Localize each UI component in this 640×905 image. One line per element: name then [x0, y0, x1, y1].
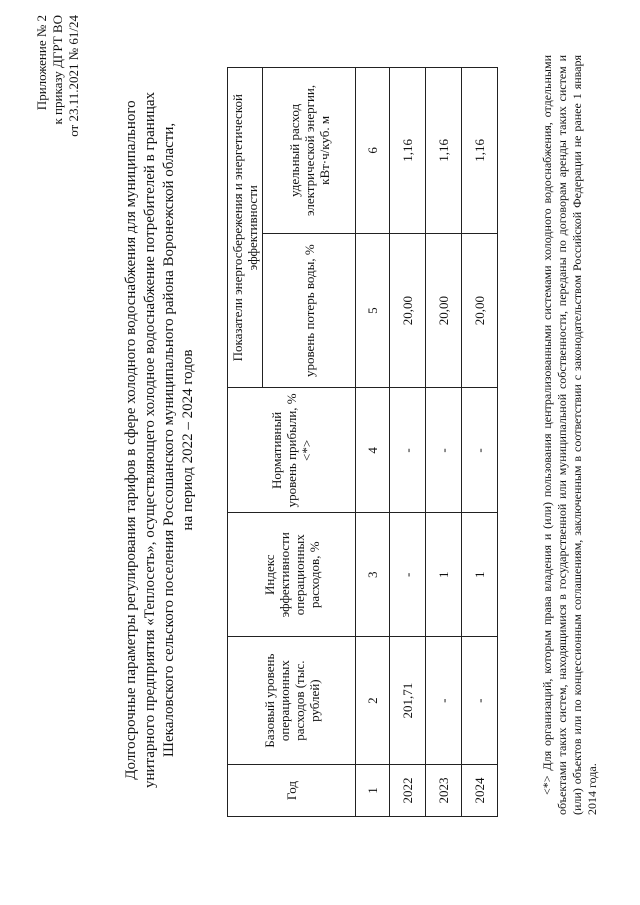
cell-profit-level: -: [426, 388, 462, 513]
header-water-loss: уровень потерь воды, %: [263, 233, 356, 388]
document-title: [122, 60, 198, 820]
cell-efficiency-index: 1: [426, 513, 462, 637]
appendix-number: Приложение № 2: [34, 15, 49, 111]
cell-base-opex: -: [426, 637, 462, 765]
cell-efficiency-index: 1: [462, 513, 498, 637]
header-efficiency-index: Индекс эффективности операционных расходов, %: [228, 513, 356, 637]
cell-energy-consumption: 1,16: [426, 68, 462, 234]
header-energy-group: Показатели энергосбережения и энергетической эффективности: [228, 68, 263, 388]
header-year: Год: [228, 765, 356, 817]
cell-profit-level: -: [462, 388, 498, 513]
appendix-date: от 23.11.2021 № 61/24: [66, 15, 81, 137]
column-number: 4: [356, 388, 390, 513]
table-row: [426, 68, 462, 817]
table-row: [390, 68, 426, 817]
appendix-order: к приказу ДГРТ ВО: [50, 15, 65, 125]
column-number: 1: [356, 765, 390, 817]
cell-energy-consumption: 1,16: [462, 68, 498, 234]
column-number: 3: [356, 513, 390, 637]
numbering-row: [356, 68, 390, 817]
column-number: 2: [356, 637, 390, 765]
table-row: [462, 68, 498, 817]
header-profit-level: Нормативный уровень прибыли, % <*>: [228, 388, 356, 513]
title-line: Долгосрочные параметры регулирования тарифов в сфере холодного водоснабжения для муниципального: [123, 100, 139, 780]
cell-year: 2024: [462, 765, 498, 817]
cell-base-opex: 201,71: [390, 637, 426, 765]
cell-water-loss: 20,00: [390, 233, 426, 388]
cell-profit-level: -: [390, 388, 426, 513]
cell-year: 2022: [390, 765, 426, 817]
footnote-text: <*> Для организаций, которым права владения и (или) пользования централизованными системами холодного водоснабжения, отдельными объектами таких систем, находящимися в государственной или муниципальной собственности, переданы по договорам аренды таких систем и (или) объектов или по концессионным соглашениям, заключенным в соответствии с законодательством Российской Федерации не ранее 1 января 2014 года.: [540, 55, 599, 815]
cell-water-loss: 20,00: [426, 233, 462, 388]
cell-base-opex: -: [462, 637, 498, 765]
header-energy-consumption: удельный расход электрической энергии, кВт·ч/куб. м: [263, 68, 356, 234]
column-number: 5: [356, 233, 390, 388]
header-base-opex: Базовый уровень операционных расходов (тыс. рублей): [228, 637, 356, 765]
title-line: на период 2022 – 2024 годов: [180, 349, 196, 531]
appendix-reference: [34, 15, 82, 145]
parameters-table: [227, 67, 498, 817]
cell-year: 2023: [426, 765, 462, 817]
cell-water-loss: 20,00: [462, 233, 498, 388]
table-header-row: [228, 68, 263, 817]
footnote: [540, 55, 600, 815]
cell-energy-consumption: 1,16: [390, 68, 426, 234]
title-line: унитарного предприятия «Теплосеть», осуществляющего холодное водоснабжение потребителей в границах: [142, 91, 158, 789]
cell-efficiency-index: -: [390, 513, 426, 637]
column-number: 6: [356, 68, 390, 234]
title-line: Шекаловского сельского поселения Россошанского муниципального района Воронежской области,: [161, 122, 177, 758]
